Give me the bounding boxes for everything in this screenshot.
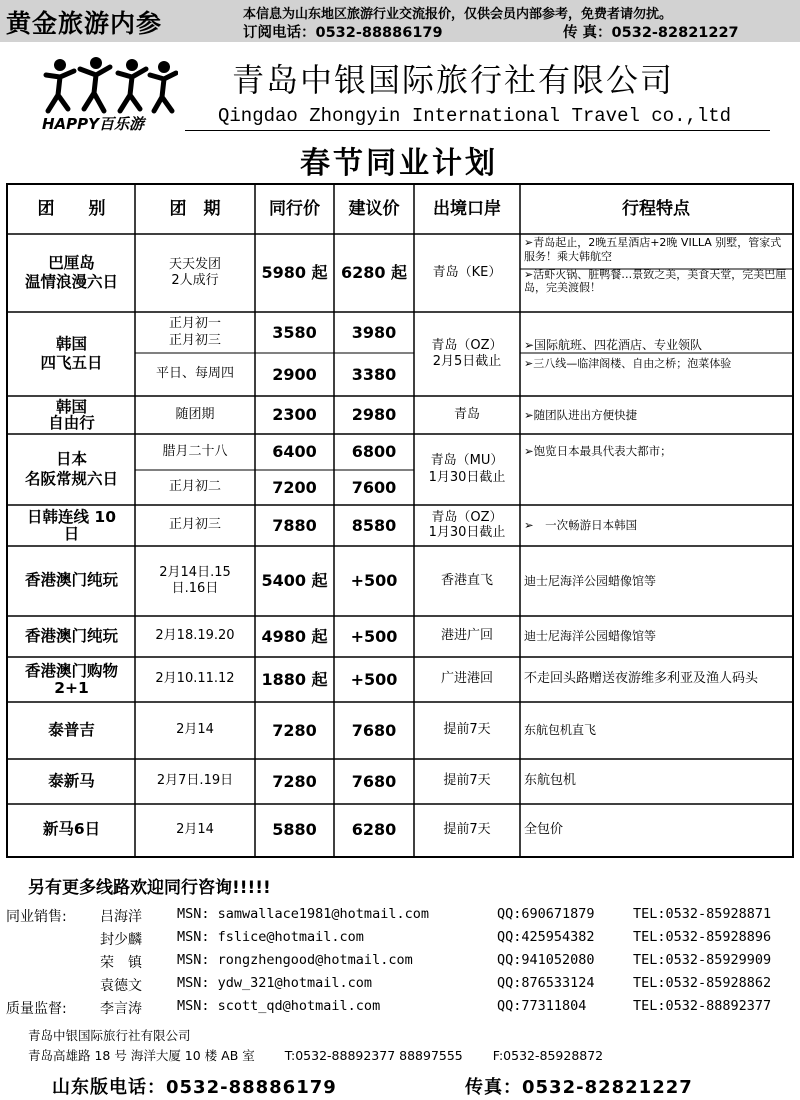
- row-features: 东航包机直飞: [524, 723, 597, 737]
- row-features: [520, 234, 792, 312]
- contact-tel: TEL:0532-85929909: [633, 952, 772, 968]
- row-name: 泰新马: [48, 771, 95, 790]
- row-features: 迪士尼海洋公园蜡像馆等: [524, 629, 657, 643]
- row-trade-price: 2300: [272, 405, 317, 424]
- row-trade-price: 2900: [272, 364, 317, 384]
- contact-row: [0, 952, 800, 974]
- row-port: 青岛（OZ） 2月5日截止: [431, 337, 503, 369]
- row-suggested-price: +500: [350, 571, 398, 590]
- plan-title: 春节同业计划: [300, 146, 498, 181]
- row-dates: 2月7日.19日: [156, 773, 234, 789]
- banner-title: 黄金旅游内参: [6, 9, 163, 38]
- contact-tel: TEL:0532-85928862: [633, 975, 772, 991]
- row-dates: 正月初三: [168, 517, 221, 533]
- contact-name: 吕海洋: [100, 909, 142, 925]
- row-features: ➢饱览日本最具代表大都市；: [524, 444, 672, 458]
- contact-msn: MSN: fslice@hotmail.com: [177, 929, 364, 945]
- contact-msn: MSN: samwallace1981@hotmail.com: [177, 906, 429, 922]
- contact-role: 质量监督:: [6, 1001, 67, 1017]
- row-port: 青岛（MU） 1月30日截止: [428, 453, 506, 485]
- row-features: 迪士尼海洋公园蜡像馆等: [524, 573, 657, 588]
- row-suggested-price: 8580: [351, 515, 397, 535]
- row-trade-price: 5880: [272, 820, 317, 839]
- top-banner: [0, 0, 800, 42]
- row-dates: 2月18.19.20: [155, 628, 235, 644]
- contact-name: 荣 镇: [100, 955, 142, 971]
- contact-tel: TEL:0532-85928896: [633, 929, 772, 945]
- footer-address-line: [28, 1046, 629, 1064]
- row-port: 青岛: [453, 406, 480, 422]
- contact-role: 同业销售:: [6, 909, 67, 925]
- row-dates: 正月初二: [168, 479, 221, 495]
- row-trade-price: 7200: [272, 477, 317, 497]
- contact-tel: TEL:0532-88892377: [633, 998, 772, 1014]
- row-suggested-price: 7600: [351, 477, 397, 497]
- row-name: 日本 名阪常规六日: [24, 450, 118, 488]
- row-dates: 随团期: [175, 406, 215, 422]
- feature-line: ➢三八线—临津阁楼、自由之桥；泡菜体验: [524, 356, 732, 370]
- contact-msn: MSN: rongzhengood@hotmail.com: [177, 952, 413, 968]
- row-name: 新马6日: [42, 820, 101, 839]
- row-features: 全包价: [524, 821, 564, 837]
- row-name: 韩国 自由行: [48, 397, 95, 432]
- contact-qq: QQ:425954382: [497, 929, 595, 945]
- company-logo: [38, 53, 178, 133]
- footer-phone: T:0532-88892377 88897555: [284, 1048, 463, 1063]
- row-suggested-price: 6280 起: [340, 263, 408, 282]
- row-suggested-price: 7680: [351, 771, 397, 791]
- contact-name: 李言涛: [100, 1001, 142, 1017]
- row-port: 广进港回: [440, 671, 493, 687]
- header-port: 出境口岸: [433, 198, 501, 219]
- row-trade-price: 5400 起: [261, 571, 328, 590]
- row-port: 香港直飞: [440, 572, 493, 588]
- footer-address: 青岛高雄路 18 号 海洋大厦 10 楼 AB 室: [28, 1048, 255, 1063]
- row-port: 青岛（KE）: [432, 264, 502, 280]
- row-name: 香港澳门购物 2+1: [24, 662, 118, 697]
- contact-qq: QQ:941052080: [497, 952, 595, 968]
- banner-contact: [243, 21, 739, 42]
- row-name: 日韩连线 10 日: [27, 508, 116, 543]
- logo-text: HAPPY百乐游: [42, 115, 145, 133]
- row-port: 青岛（OZ） 1月30日截止: [428, 509, 506, 540]
- row-features: [520, 312, 792, 396]
- row-name: 泰普吉: [48, 720, 95, 739]
- feature-line: ➢国际航班、四花酒店、专业领队: [524, 337, 703, 352]
- contact-tel: TEL:0532-85928871: [633, 906, 772, 922]
- company-name-en: Qingdao Zhongyin International Travel co.,ltd: [218, 105, 732, 127]
- company-name-cn: 青岛中银国际旅行社有限公司: [232, 61, 675, 99]
- contact-row: [0, 929, 800, 951]
- row-dates: 2月14: [176, 722, 214, 738]
- row-suggested-price: 7680: [351, 720, 397, 740]
- row-trade-price: 5980 起: [261, 263, 328, 282]
- contact-name: 袁德文: [100, 978, 142, 994]
- contact-qq: QQ:876533124: [497, 975, 595, 991]
- bottom-fax: 传真：0532-82821227: [465, 1077, 693, 1098]
- row-port: 提前7天: [443, 722, 491, 738]
- banner-notice: 本信息为山东地区旅游行业交流报价，仅供会员内部参考，免费者请勿扰。: [243, 7, 673, 22]
- row-name: 巴厘岛 温情浪漫六日: [24, 253, 118, 291]
- footer-company: 青岛中银国际旅行社有限公司: [28, 1028, 191, 1043]
- contact-row: [0, 906, 800, 928]
- itinerary-table: [6, 183, 794, 858]
- feature-line: ➢青岛起止，2晚五星酒店+2晚 VILLA 别墅，管家式服务！乘大韩航空: [524, 236, 782, 263]
- row-dates: 正月初一 正月初三: [168, 316, 221, 348]
- more-routes-note: 另有更多线路欢迎同行咨询!!!!!: [28, 878, 271, 898]
- row-dates: 天天发团 2人成行: [168, 256, 221, 288]
- feature-line: ➢活虾火锅、脏鸭餐…景致之美，美食天堂，完美巴厘岛，完美渡假！: [524, 267, 787, 295]
- row-features: ➢ 一次畅游日本韩国: [524, 518, 638, 533]
- row-trade-price: 1880 起: [261, 669, 328, 689]
- row-trade-price: 7880: [272, 515, 317, 535]
- bottom-phone: 山东版电话：0532-88886179: [52, 1077, 337, 1098]
- footer-fax: F:0532-85928872: [492, 1048, 604, 1063]
- row-suggested-price: 3980: [351, 322, 397, 342]
- row-trade-price: 4980 起: [261, 626, 328, 646]
- row-dates: 2月14日.15 日.16日: [159, 564, 231, 596]
- banner-subscribe-phone: 订阅电话：0532-88886179: [243, 25, 443, 41]
- row-name: 香港澳门纯玩: [24, 626, 118, 645]
- row-dates: 平日、每周四: [155, 366, 234, 382]
- row-trade-price: 3580: [272, 322, 317, 342]
- row-features: ➢随团队进出方便快捷: [524, 407, 638, 422]
- row-trade-price: 7280: [272, 720, 317, 740]
- row-port: 提前7天: [443, 773, 491, 789]
- banner-fax: 传 真：0532-82821227: [563, 25, 739, 41]
- row-dates: 腊月二十八: [162, 443, 228, 459]
- row-suggested-price: 3380: [351, 364, 397, 384]
- contact-row: [0, 998, 800, 1020]
- contact-msn: MSN: ydw_321@hotmail.com: [177, 975, 373, 991]
- row-port: 港进广回: [440, 628, 493, 644]
- contact-msn: MSN: scott_qd@hotmail.com: [177, 998, 381, 1014]
- row-trade-price: 7280: [272, 771, 317, 791]
- header-divider: [185, 130, 770, 131]
- row-features: 东航包机: [524, 773, 577, 789]
- row-name: 韩国 四飞五日: [40, 334, 103, 372]
- contact-row: [0, 975, 800, 997]
- row-port: 提前7天: [443, 821, 491, 837]
- header-trade-price: 同行价: [269, 198, 320, 219]
- header-dates: 团 期: [169, 198, 221, 219]
- header-suggested-price: 建议价: [348, 198, 400, 219]
- row-dates: 2月14: [176, 821, 214, 837]
- row-suggested-price: 6800: [351, 442, 397, 461]
- row-trade-price: 6400: [272, 442, 317, 461]
- header-features: 行程特点: [622, 198, 690, 219]
- contact-name: 封少麟: [100, 932, 142, 948]
- row-name: 香港澳门纯玩: [24, 571, 118, 590]
- row-dates: 2月10.11.12: [155, 671, 235, 687]
- row-suggested-price: 6280: [351, 820, 397, 839]
- row-suggested-price: 2980: [351, 405, 397, 424]
- row-suggested-price: +500: [350, 669, 398, 689]
- row-features: 不走回头路赠送夜游维多利亚及渔人码头: [524, 671, 759, 687]
- contact-qq: QQ:690671879: [497, 906, 595, 922]
- header-group: 团 别: [37, 198, 106, 219]
- contact-qq: QQ:77311804: [497, 998, 587, 1014]
- row-suggested-price: +500: [350, 626, 398, 646]
